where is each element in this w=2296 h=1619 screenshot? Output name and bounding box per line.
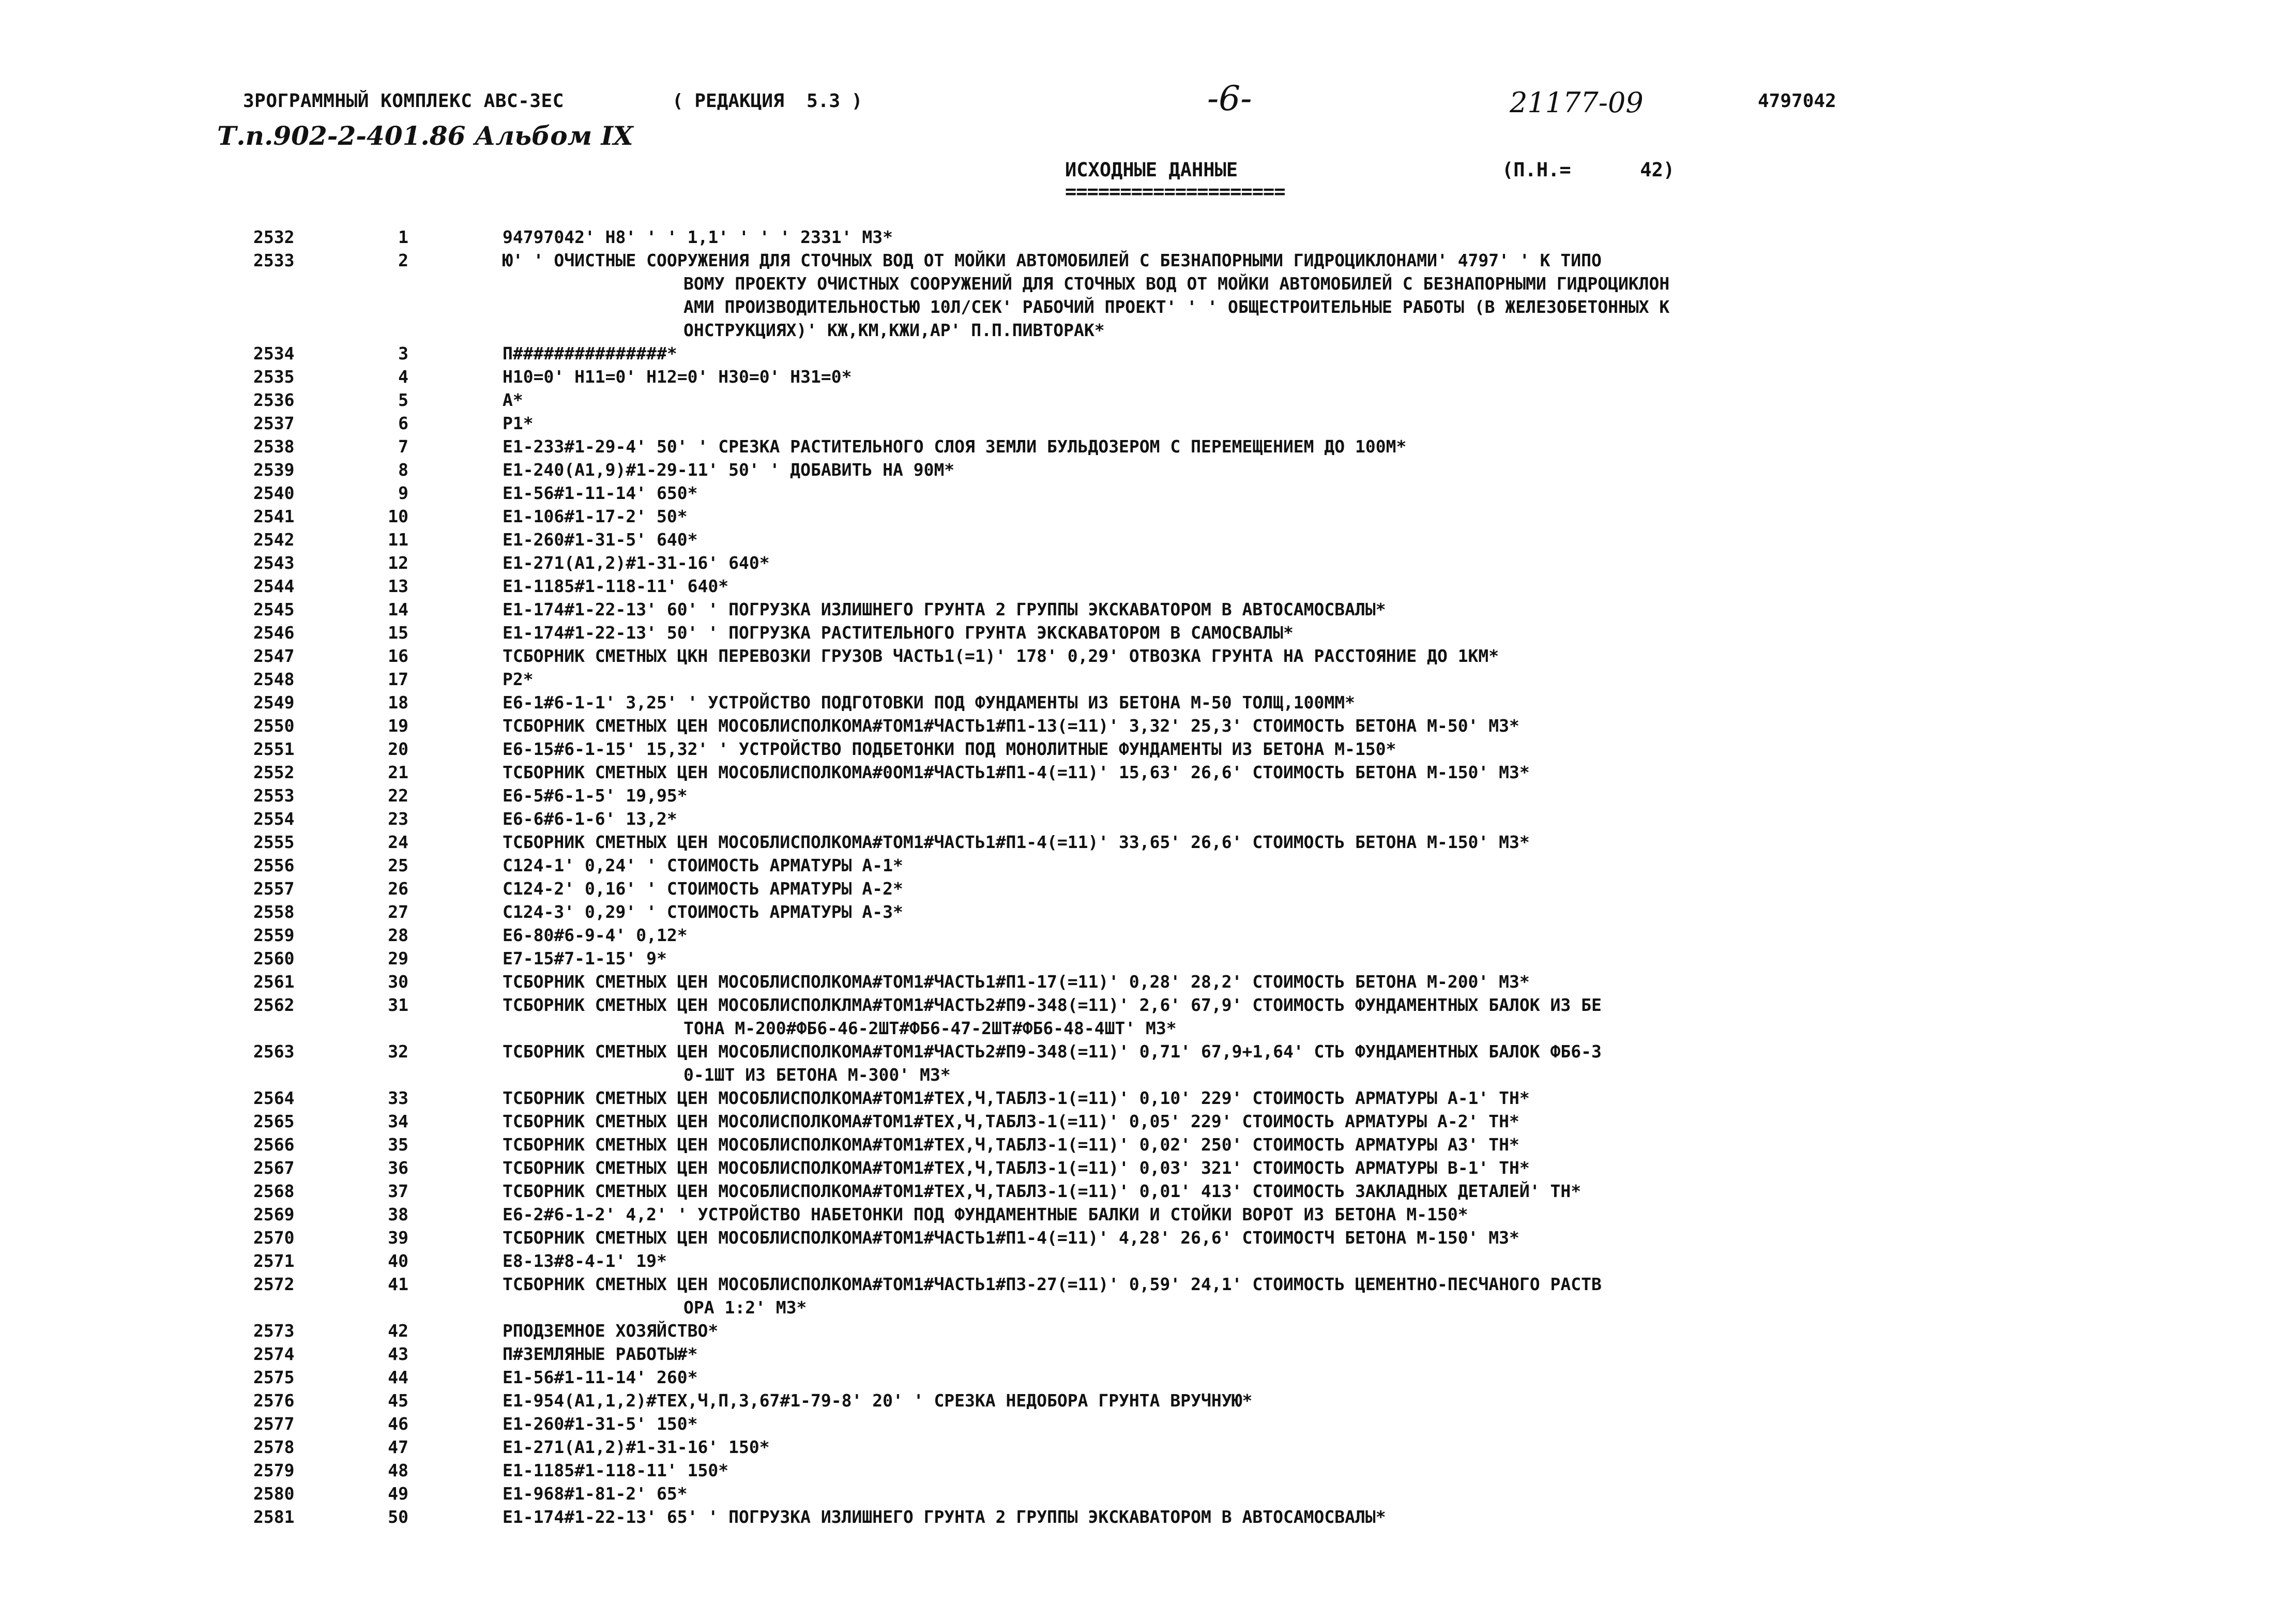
record-line: Е1-271(А1,2)#1-31-16' 640* (503, 553, 770, 573)
record-line: РПОДЗЕМНОЕ ХОЗЯЙСТВО* (503, 1321, 719, 1341)
record-text (503, 691, 1355, 714)
listing-row (0, 900, 2296, 924)
sequence-number: 35 (388, 1134, 408, 1155)
sequence-number: 29 (388, 948, 408, 969)
listing-row (0, 249, 2296, 342)
line-number: 2573 (253, 1321, 295, 1341)
record-text (503, 1435, 770, 1459)
record-line: ТСБОРНИК СМЕТНЫХ ЦЕН МОСОЛИСПОЛКОМА#ТОМ1#ТЕХ,Ч,ТАБЛ3-1(=11)' 0,05' 229' СТОИМОСТЬ АРМАТУРЫ А-2' ТН* (503, 1111, 1519, 1131)
listing-row (0, 225, 2296, 249)
line-number: 2571 (253, 1251, 295, 1271)
album-note: Т.п.902-2-401.86 Альбом IX (217, 120, 633, 151)
record-line: П###############* (503, 343, 677, 364)
line-number: 2548 (253, 669, 295, 689)
listing-row (0, 365, 2296, 388)
record-text (503, 993, 1602, 1040)
record-line: 94797042' Н8' ' ' 1,1' ' ' ' 2331' М3* (503, 227, 893, 247)
line-number: 2541 (253, 506, 295, 526)
record-continuation: ОРА 1:2' М3* (683, 1297, 807, 1318)
sequence-number: 18 (388, 692, 408, 713)
record-text (503, 388, 523, 412)
record-line: ТСБОРНИК СМЕТНЫХ ЦЕН МОСОБЛИСПОЛКОМА#ТОМ1#ЧАСТЬ1#П3-27(=11)' 0,59' 24,1' СТОИМОСТЬ ЦЕМЕНТНО-ПЕСЧАНОГО РАСТВ (503, 1274, 1602, 1294)
title-underline: ==================== (1065, 180, 1285, 203)
record-text (503, 1086, 1530, 1110)
record-line: Е1-1185#1-118-11' 150* (503, 1460, 729, 1480)
record-continuation: ТОНА М-200#ФБ6-46-2ШТ#ФБ6-47-2ШТ#ФБ6-48-4ШТ' М3* (683, 1018, 1177, 1038)
record-text (503, 1156, 1530, 1179)
record-text (503, 574, 728, 598)
listing-row (0, 1505, 2296, 1529)
sequence-number: 26 (388, 879, 408, 899)
record-line: ТСБОРНИК СМЕТНЫХ ЦЕН МОСОБЛИСПОЛКОМА#ТОМ1#ЧАСТЬ2#П9-348(=11)' 0,71' 67,9+1,64' СТЬ ФУНДАМЕНТНЫХ БАЛОК ФБ6-3 (503, 1041, 1602, 1062)
listing-row (0, 342, 2296, 365)
sequence-number: 12 (388, 553, 408, 573)
line-number: 2570 (253, 1228, 295, 1248)
record-line: Е1-106#1-17-2' 50* (503, 506, 688, 526)
line-number: 2536 (253, 390, 295, 410)
sequence-number: 46 (388, 1414, 408, 1434)
record-text (503, 947, 667, 970)
pn-label: (П.Н.= 42) (1502, 159, 1675, 181)
record-line: ТСБОРНИК СМЕТНЫХ ЦЕН МОСОБЛИСПОЛКОМА#ТОМ1#ЧАСТЬ1#П1-4(=11)' 4,28' 26,6' СТОИМОСТЧ БЕТОНА М-150' М3* (503, 1228, 1519, 1248)
listing-row (0, 830, 2296, 854)
line-number: 2549 (253, 692, 295, 713)
record-text (503, 365, 852, 388)
line-number: 2551 (253, 739, 295, 759)
listing-row (0, 993, 2296, 1040)
line-number: 2539 (253, 460, 295, 480)
data-rows (0, 225, 2296, 1529)
line-number: 2556 (253, 855, 295, 875)
record-line: ТСБОРНИК СМЕТНЫХ ЦЕН МОСОБЛИСПОЛКОМА#ТОМ1#ЧАСТЬ1#П1-17(=11)' 0,28' 28,2' СТОИМОСТЬ БЕТОНА М-200' М3* (503, 972, 1530, 992)
record-text (503, 1273, 1602, 1319)
listing-row (0, 1179, 2296, 1203)
sequence-number: 42 (388, 1321, 408, 1341)
record-line: Р2* (503, 669, 534, 689)
record-line: Е6-2#6-1-2' 4,2' ' УСТРОЙСТВО НАБЕТОНКИ ПОД ФУНДАМЕНТНЫЕ БАЛКИ И СТОЙКИ ВОРОТ ИЗ БЕТОНА М-150* (503, 1204, 1468, 1224)
listing-row (0, 1482, 2296, 1505)
listing-row (0, 1156, 2296, 1179)
record-text (503, 249, 1669, 342)
record-line: А* (503, 390, 523, 410)
record-line: С124-1' 0,24' ' СТОИМОСТЬ АРМАТУРЫ А-1* (503, 855, 903, 875)
line-number: 2554 (253, 809, 295, 829)
listing-row (0, 388, 2296, 412)
listing-row (0, 598, 2296, 621)
listing-row (0, 1249, 2296, 1273)
record-text (503, 458, 954, 481)
line-number: 2566 (253, 1134, 295, 1155)
record-line: Е1-233#1-29-4' 50' ' СРЕЗКА РАСТИТЕЛЬНОГО СЛОЯ ЗЕМЛИ БУЛЬДОЗЕРОМ С ПЕРЕМЕЩЕНИЕМ ДО 100М* (503, 436, 1407, 457)
record-text (503, 784, 688, 807)
program-name: ЗРОГРАММНЫЙ КОМПЛЕКС АВС-ЗЕС (243, 90, 564, 112)
record-text (503, 877, 903, 900)
sequence-number: 49 (388, 1484, 408, 1504)
sequence-number: 37 (388, 1181, 408, 1201)
line-number: 2568 (253, 1181, 295, 1201)
sequence-number: 10 (388, 506, 408, 526)
sequence-number: 31 (388, 995, 408, 1015)
record-text (503, 1389, 1252, 1412)
sequence-number: 5 (398, 390, 408, 410)
sequence-number: 13 (388, 576, 408, 596)
record-text (503, 1203, 1468, 1226)
line-number: 2559 (253, 925, 295, 945)
listing-row (0, 1366, 2296, 1389)
listing-row (0, 1319, 2296, 1342)
record-line: Е1-240(А1,9)#1-29-11' 50' ' ДОБАВИТЬ НА 90М* (503, 460, 955, 480)
record-text (503, 1342, 698, 1366)
record-text (503, 1110, 1519, 1133)
sequence-number: 11 (388, 529, 408, 550)
listing-row (0, 1389, 2296, 1412)
line-number: 2544 (253, 576, 295, 596)
record-line: ТСБОРНИК СМЕТНЫХ ЦЕН МОСОБЛИСПОЛКОМА#ТОМ1#ТЕХ,Ч,ТАБЛ3-1(=11)' 0,03' 321' СТОИМОСТЬ АРМАТУРЫ В-1' ТН* (503, 1158, 1530, 1178)
line-number: 2550 (253, 716, 295, 736)
listing-row (0, 970, 2296, 993)
handwritten-number: 21177-09 (1510, 86, 1644, 119)
listing-row (0, 854, 2296, 877)
line-number: 2576 (253, 1390, 295, 1411)
line-number: 2565 (253, 1111, 295, 1131)
record-line: ТСБОРНИК СМЕТНЫХ ЦЕН МОСОБЛИСПОЛКОМА#0ОМ1#ЧАСТЬ1#П1-4(=11)' 15,63' 26,6' СТОИМОСТЬ БЕТОНА М-150' М3* (503, 762, 1530, 782)
listing-row (0, 947, 2296, 970)
sequence-number: 25 (388, 855, 408, 875)
record-text (503, 1179, 1581, 1203)
sequence-number: 16 (388, 646, 408, 666)
record-text (503, 1412, 698, 1435)
sequence-number: 45 (388, 1390, 408, 1411)
record-text (503, 435, 1406, 458)
record-line: Е8-13#8-4-1' 19* (503, 1251, 667, 1271)
sequence-number: 50 (388, 1507, 408, 1527)
sequence-number: 24 (388, 832, 408, 852)
listing-row (0, 435, 2296, 458)
record-text (503, 830, 1530, 854)
listing-row (0, 412, 2296, 435)
line-number: 2575 (253, 1367, 295, 1387)
record-text (503, 854, 903, 877)
record-text (503, 412, 534, 435)
sequence-number: 21 (388, 762, 408, 782)
sequence-number: 40 (388, 1251, 408, 1271)
listing-row (0, 1273, 2296, 1319)
line-number: 2537 (253, 413, 295, 433)
record-text (503, 1249, 667, 1273)
sequence-number: 4 (398, 367, 408, 387)
line-number: 2561 (253, 972, 295, 992)
listing-row (0, 668, 2296, 691)
record-continuation: ВОМУ ПРОЕКТУ ОЧИСТНЫХ СООРУЖЕНИЙ ДЛЯ СТОЧНЫХ ВОД ОТ МОЙКИ АВТОМОБИЛЕЙ С БЕЗНАПОРНЫМИ ГИДРОЦИКЛОН (683, 274, 1670, 294)
sequence-number: 48 (388, 1460, 408, 1480)
line-number: 2538 (253, 436, 295, 457)
record-text (503, 1226, 1519, 1249)
sequence-number: 22 (388, 785, 408, 806)
listing-row (0, 1435, 2296, 1459)
record-line: С124-3' 0,29' ' СТОИМОСТЬ АРМАТУРЫ А-3* (503, 902, 903, 922)
sequence-number: 47 (388, 1437, 408, 1457)
line-number: 2577 (253, 1414, 295, 1434)
sequence-number: 34 (388, 1111, 408, 1131)
record-continuation: ОНСТРУКЦИЯХ)' КЖ,КМ,КЖИ,АР' П.П.ПИВТОРАК* (683, 320, 1105, 340)
line-number: 2580 (253, 1484, 295, 1504)
sequence-number: 6 (398, 413, 408, 433)
line-number: 2578 (253, 1437, 295, 1457)
line-number: 2572 (253, 1274, 295, 1294)
line-number: 2581 (253, 1507, 295, 1527)
sequence-number: 17 (388, 669, 408, 689)
record-line: Ю' ' ОЧИСТНЫЕ СООРУЖЕНИЯ ДЛЯ СТОЧНЫХ ВОД ОТ МОЙКИ АВТОМОБИЛЕЙ С БЕЗНАПОРНЫМИ ГИДРОЦИКЛОНАМИ' 4797' ' К ТИПО (503, 250, 1602, 270)
listing-row (0, 621, 2296, 644)
record-text (503, 1482, 688, 1505)
record-line: Е6-6#6-1-6' 13,2* (503, 809, 677, 829)
listing-row (0, 1342, 2296, 1366)
record-line: Е6-5#6-1-5' 19,95* (503, 785, 688, 806)
listing-row (0, 528, 2296, 551)
edition-label: ( РЕДАКЦИЯ 5.3 ) (672, 90, 863, 112)
sequence-number: 9 (398, 483, 408, 503)
line-number: 2552 (253, 762, 295, 782)
listing-row (0, 714, 2296, 737)
sequence-number: 36 (388, 1158, 408, 1178)
record-text (503, 1319, 718, 1342)
sequence-number: 3 (398, 343, 408, 364)
record-text (503, 505, 688, 528)
listing-row (0, 1110, 2296, 1133)
line-number: 2542 (253, 529, 295, 550)
record-text (503, 737, 1396, 761)
listing-row (0, 807, 2296, 830)
sequence-number: 20 (388, 739, 408, 759)
record-line: ТСБОРНИК СМЕТНЫХ ЦЕН МОСОБЛИСПОЛКОМА#ТОМ1#ЧАСТЬ1#П1-4(=11)' 33,65' 26,6' СТОИМОСТЬ БЕТОНА М-150' М3* (503, 832, 1530, 852)
line-number: 2533 (253, 250, 295, 270)
listing-row (0, 1203, 2296, 1226)
sequence-number: 44 (388, 1367, 408, 1387)
record-line: Е1-260#1-31-5' 640* (503, 529, 698, 550)
listing-row (0, 505, 2296, 528)
listing-row (0, 574, 2296, 598)
listing-row (0, 691, 2296, 714)
record-line: Е1-968#1-81-2' 65* (503, 1484, 688, 1504)
record-line: Е1-260#1-31-5' 150* (503, 1414, 698, 1434)
record-text (503, 714, 1519, 737)
record-line: Е6-80#6-9-4' 0,12* (503, 925, 688, 945)
line-number: 2553 (253, 785, 295, 806)
line-number: 2545 (253, 599, 295, 619)
record-line: Е1-174#1-22-13' 60' ' ПОГРУЗКА ИЗЛИШНЕГО ГРУНТА 2 ГРУППЫ ЭКСКАВАТОРОМ В АВТОСАМОСВАЛЫ* (503, 599, 1386, 619)
record-text (503, 1459, 728, 1482)
listing-row (0, 1086, 2296, 1110)
record-line: Е1-954(А1,1,2)#ТЕХ,Ч,П,3,67#1-79-8' 20' ' СРЕЗКА НЕДОБОРА ГРУНТА ВРУЧНУЮ* (503, 1390, 1253, 1411)
record-text (503, 528, 698, 551)
sequence-number: 7 (398, 436, 408, 457)
record-text (503, 668, 534, 691)
sequence-number: 32 (388, 1041, 408, 1062)
record-line: Е1-271(А1,2)#1-31-16' 150* (503, 1437, 770, 1457)
line-number: 2546 (253, 623, 295, 643)
record-text (503, 807, 677, 830)
record-line: ТСБОРНИК СМЕТНЫХ ЦЕН МОСОБЛИСПОЛКОМА#ТОМ1#ТЕХ,Ч,ТАБЛ3-1(=11)' 0,10' 229' СТОИМОСТЬ АРМАТУРЫ А-1' ТН* (503, 1088, 1530, 1108)
sequence-number: 2 (398, 250, 408, 270)
record-text (503, 1040, 1602, 1086)
sequence-number: 38 (388, 1204, 408, 1224)
record-text (503, 342, 677, 365)
record-line: Е1-1185#1-118-11' 640* (503, 576, 729, 596)
record-text (503, 1505, 1386, 1529)
line-number: 2543 (253, 553, 295, 573)
sequence-number: 23 (388, 809, 408, 829)
sequence-number: 33 (388, 1088, 408, 1108)
sequence-number: 8 (398, 460, 408, 480)
record-text (503, 924, 688, 947)
sequence-number: 19 (388, 716, 408, 736)
listing-row (0, 481, 2296, 505)
line-number: 2532 (253, 227, 295, 247)
line-number: 2535 (253, 367, 295, 387)
record-line: Е7-15#7-1-15' 9* (503, 948, 667, 969)
sequence-number: 1 (398, 227, 408, 247)
line-number: 2574 (253, 1344, 295, 1364)
record-line: Р1* (503, 413, 534, 433)
page-title: ИСХОДНЫЕ ДАННЫЕ (1065, 159, 1238, 181)
record-text (503, 598, 1386, 621)
line-number: 2534 (253, 343, 295, 364)
sequence-number: 15 (388, 623, 408, 643)
record-line: П#ЗЕМЛЯНЫЕ РАБОТЫ#* (503, 1344, 698, 1364)
listing-row (0, 1226, 2296, 1249)
line-number: 2564 (253, 1088, 295, 1108)
record-text (503, 761, 1530, 784)
sequence-number: 43 (388, 1344, 408, 1364)
sequence-number: 14 (388, 599, 408, 619)
listing-row (0, 644, 2296, 668)
line-number: 2540 (253, 483, 295, 503)
record-line: Е1-174#1-22-13' 65' ' ПОГРУЗКА ИЗЛИШНЕГО ГРУНТА 2 ГРУППЫ ЭКСКАВАТОРОМ В АВТОСАМОСВАЛЫ* (503, 1507, 1386, 1527)
sequence-number: 28 (388, 925, 408, 945)
record-text (503, 1366, 698, 1389)
listing-row (0, 1133, 2296, 1156)
record-text (503, 1133, 1519, 1156)
line-number: 2567 (253, 1158, 295, 1178)
record-line: Е1-174#1-22-13' 50' ' ПОГРУЗКА РАСТИТЕЛЬНОГО ГРУНТА ЭКСКАВАТОРОМ В САМОСВАЛЫ* (503, 623, 1294, 643)
record-line: Е6-15#6-1-15' 15,32' ' УСТРОЙСТВО ПОДБЕТОНКИ ПОД МОНОЛИТНЫЕ ФУНДАМЕНТЫ ИЗ БЕТОНА М-150* (503, 739, 1396, 759)
record-text (503, 970, 1530, 993)
line-number: 2558 (253, 902, 295, 922)
listing-row (0, 1412, 2296, 1435)
record-line: Е1-56#1-11-14' 650* (503, 483, 698, 503)
listing-row (0, 877, 2296, 900)
listing-row (0, 761, 2296, 784)
line-number: 2560 (253, 948, 295, 969)
listing-row (0, 551, 2296, 574)
record-line: Е1-56#1-11-14' 260* (503, 1367, 698, 1387)
record-line: С124-2' 0,16' ' СТОИМОСТЬ АРМАТУРЫ А-2* (503, 879, 903, 899)
line-number: 2557 (253, 879, 295, 899)
record-text (503, 481, 698, 505)
listing-row (0, 784, 2296, 807)
record-text (503, 621, 1294, 644)
listing-row (0, 737, 2296, 761)
record-line: ТСБОРНИК СМЕТНЫХ ЦКН ПЕРЕВОЗКИ ГРУЗОВ ЧАСТЬ1(=1)' 178' 0,29' ОТВОЗКА ГРУНТА НА РАССТОЯНИЕ ДО 1КМ* (503, 646, 1499, 666)
record-line: Е6-1#6-1-1' 3,25' ' УСТРОЙСТВО ПОДГОТОВКИ ПОД ФУНДАМЕНТЫ ИЗ БЕТОНА М-50 ТОЛЩ,100ММ* (503, 692, 1356, 713)
listing-row (0, 1040, 2296, 1086)
record-line: Н10=0' Н11=0' Н12=0' Н30=0' Н31=0* (503, 367, 852, 387)
sequence-number: 41 (388, 1274, 408, 1294)
record-line: ТСБОРНИК СМЕТНЫХ ЦЕН МОСОБЛИСПОЛКОМА#ТОМ1#ТЕХ,Ч,ТАБЛ3-1(=11)' 0,02' 250' СТОИМОСТЬ АРМАТУРЫ А3' ТН* (503, 1134, 1519, 1155)
record-line: ТСБОРНИК СМЕТНЫХ ЦЕН МОСОБЛИСПОЛКОМА#ТОМ1#ЧАСТЬ1#П1-13(=11)' 3,32' 25,3' СТОИМОСТЬ БЕТОНА М-50' М3* (503, 716, 1519, 736)
record-text (503, 551, 770, 574)
record-continuation: 0-1ШТ ИЗ БЕТОНА М-300' М3* (683, 1065, 951, 1085)
sequence-number: 39 (388, 1228, 408, 1248)
listing-row (0, 458, 2296, 481)
record-text (503, 644, 1499, 668)
listing-row (0, 1459, 2296, 1482)
record-text (503, 900, 903, 924)
page-number: -6- (1207, 79, 1252, 118)
listing-row (0, 924, 2296, 947)
record-line: ТСБОРНИК СМЕТНЫХ ЦЕН МОСОБЛИСПОЛКЛМА#ТОМ1#ЧАСТЬ2#П9-348(=11)' 2,6' 67,9' СТОИМОСТЬ ФУНДАМЕНТНЫХ БАЛОК ИЗ БЕ (503, 995, 1602, 1015)
line-number: 2569 (253, 1204, 295, 1224)
record-continuation: АМИ ПРОИЗВОДИТЕЛЬНОСТЬЮ 10Л/СЕК' РАБОЧИЙ ПРОЕКТ' ' ' ОБЩЕСТРОИТЕЛЬНЫЕ РАБОТЫ (В ЖЕЛЕЗОБЕТОННЫХ К (683, 297, 1670, 317)
line-number: 2579 (253, 1460, 295, 1480)
line-number: 2562 (253, 995, 295, 1015)
sequence-number: 27 (388, 902, 408, 922)
sequence-number: 30 (388, 972, 408, 992)
line-number: 2555 (253, 832, 295, 852)
record-text (503, 225, 893, 249)
record-line: ТСБОРНИК СМЕТНЫХ ЦЕН МОСОБЛИСПОЛКОМА#ТОМ1#ТЕХ,Ч,ТАБЛ3-1(=11)' 0,01' 413' СТОИМОСТЬ ЗАКЛАДНЫХ ДЕТАЛЕЙ' ТН* (503, 1181, 1582, 1201)
document-code: 4797042 (1758, 90, 1836, 112)
line-number: 2563 (253, 1041, 295, 1062)
line-number: 2547 (253, 646, 295, 666)
